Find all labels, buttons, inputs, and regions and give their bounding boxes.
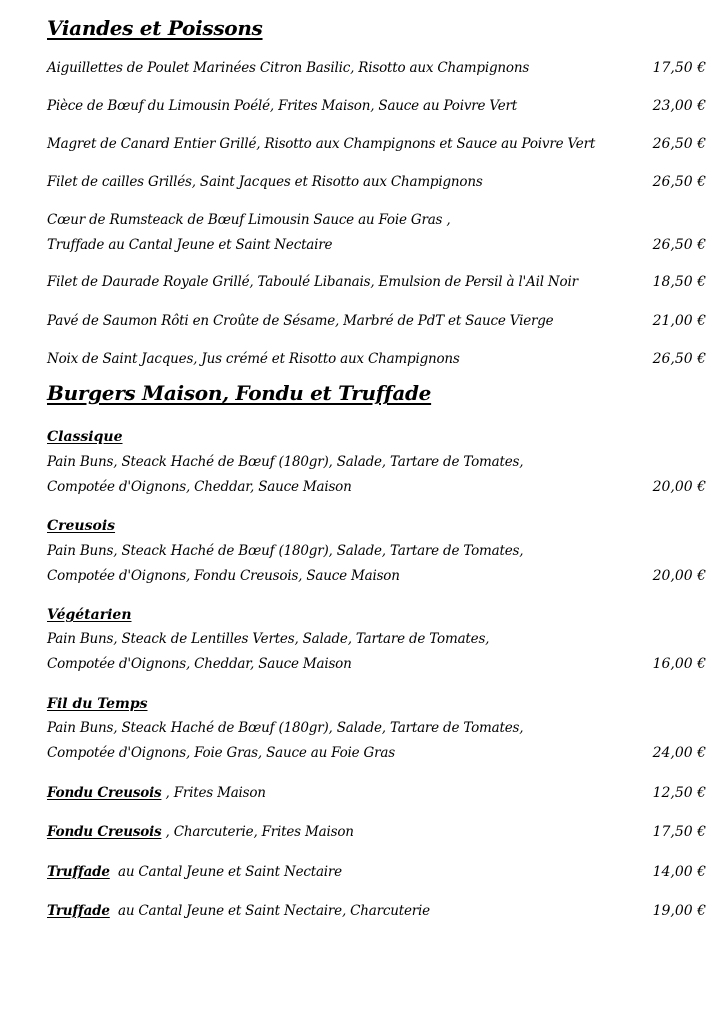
menu-item-price: 23,00 € — [652, 98, 706, 114]
menu-item-price: 17,50 € — [652, 60, 706, 76]
menu-item-price: 21,00 € — [652, 313, 706, 329]
section-title-burgers: Burgers Maison, Fondu et Truffade — [47, 381, 432, 405]
menu-item-name: Filet de Daurade Royale Grillé, Taboulé Libanais, Emulsion de Persil à l'Ail Noir — [47, 274, 578, 290]
extra-item-name: Fondu Creusois — [47, 824, 162, 840]
menu-item-name: Magret de Canard Entier Grillé, Risotto aux Champignons et Sauce au Poivre Vert — [47, 136, 596, 152]
burger-price: 20,00 € — [652, 568, 706, 584]
burger-price: 24,00 € — [652, 745, 706, 761]
extra-item — [47, 903, 430, 919]
extra-item-name: Truffade — [47, 903, 110, 919]
burger-price: 16,00 € — [652, 656, 706, 672]
burger-name: Végétarien — [47, 607, 132, 623]
burger-name: Classique — [47, 429, 123, 445]
extra-item-description: , Frites Maison — [161, 785, 266, 801]
extra-item-price: 19,00 € — [652, 903, 706, 919]
burger-description: Pain Buns, Steack Haché de Bœuf (180gr), Salade, Tartare de Tomates, — [47, 720, 524, 736]
menu-item-name: Pièce de Bœuf du Limousin Poélé, Frites Maison, Sauce au Poivre Vert — [47, 98, 517, 114]
extra-item-price: 14,00 € — [652, 864, 706, 880]
extra-item-price: 12,50 € — [652, 785, 706, 801]
burger-name: Creusois — [47, 518, 116, 534]
extra-item-name: Fondu Creusois — [47, 785, 162, 801]
extra-item — [47, 824, 354, 840]
burger-description: Compotée d'Oignons, Fondu Creusois, Sauce Maison — [47, 568, 400, 584]
menu-item-name: Pavé de Saumon Rôti en Croûte de Sésame, Marbré de PdT et Sauce Vierge — [47, 313, 554, 329]
menu-item-name: Noix de Saint Jacques, Jus crémé et Risotto aux Champignons — [47, 351, 460, 367]
menu-item-price: 26,50 € — [652, 351, 706, 367]
extra-item-description: au Cantal Jeune et Saint Nectaire, Charcuterie — [109, 903, 430, 919]
burger-description: Pain Buns, Steack Haché de Bœuf (180gr), Salade, Tartare de Tomates, — [47, 454, 524, 470]
menu-item-description: Truffade au Cantal Jeune et Saint Nectaire — [47, 237, 333, 253]
extra-item-name: Truffade — [47, 864, 110, 880]
menu-item-name: Aiguillettes de Poulet Marinées Citron Basilic, Risotto aux Champignons — [47, 60, 530, 76]
extra-item — [47, 864, 342, 880]
extra-item-description: au Cantal Jeune et Saint Nectaire — [109, 864, 342, 880]
menu-item-name: Cœur de Rumsteack de Bœuf Limousin Sauce au Foie Gras , — [47, 212, 451, 228]
burger-description: Compotée d'Oignons, Foie Gras, Sauce au Foie Gras — [47, 745, 395, 761]
burger-description: Compotée d'Oignons, Cheddar, Sauce Maison — [47, 479, 352, 495]
section-title-viandes: Viandes et Poissons — [47, 16, 263, 40]
menu-item-name: Filet de cailles Grillés, Saint Jacques et Risotto aux Champignons — [47, 174, 483, 190]
extra-item — [47, 785, 266, 801]
menu-item-price: 18,50 € — [652, 274, 706, 290]
burger-price: 20,00 € — [652, 479, 706, 495]
menu-item-price: 26,50 € — [652, 237, 706, 253]
menu-item-price: 26,50 € — [652, 174, 706, 190]
extra-item-description: , Charcuterie, Frites Maison — [161, 824, 354, 840]
burger-description: Pain Buns, Steack de Lentilles Vertes, Salade, Tartare de Tomates, — [47, 631, 490, 647]
burger-name: Fil du Temps — [47, 696, 148, 712]
extra-item-price: 17,50 € — [652, 824, 706, 840]
burger-description: Pain Buns, Steack Haché de Bœuf (180gr), Salade, Tartare de Tomates, — [47, 543, 524, 559]
burger-description: Compotée d'Oignons, Cheddar, Sauce Maison — [47, 656, 352, 672]
menu-item-price: 26,50 € — [652, 136, 706, 152]
